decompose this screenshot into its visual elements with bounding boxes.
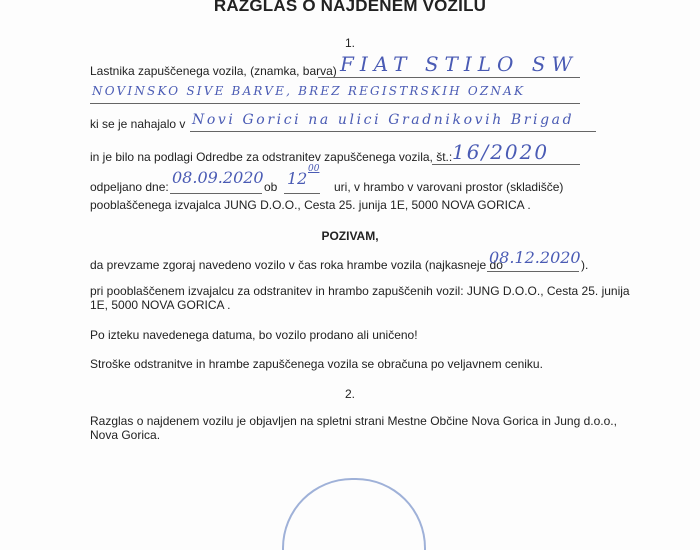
take-close: ). — [581, 258, 589, 272]
ob-text: ob — [264, 180, 278, 194]
take-date-handwriting: 08.12.2020 — [489, 248, 581, 267]
removed-label: odpeljano dne: — [90, 180, 169, 194]
document-title: RAZGLAS O NAJDENEM VOZILU — [213, 0, 487, 15]
pickup-line-1: pri pooblaščenem izvajalcu za odstranitev in hrambo zapuščenih vozil: JUNG D.O.O., Cesta 25. junija — [90, 284, 630, 298]
official-stamp — [282, 478, 426, 550]
removed-date-handwriting: 08.09.2020 — [172, 168, 264, 187]
decree-label: in je bilo na podlagi Odredbe za odstranitev zapuščenega vozila, št.: — [90, 150, 453, 164]
time-underline — [284, 193, 320, 194]
pozivam-heading: POZIVAM, — [321, 229, 379, 243]
owner-underline — [318, 77, 580, 78]
uri-text: uri, v hrambo v varovani prostor (skladišče) — [334, 180, 564, 194]
section-number-2: 2. — [344, 387, 355, 401]
removed-date-underline — [170, 193, 262, 194]
location-underline — [190, 131, 596, 132]
pickup-line-2: 1E, 5000 NOVA GORICA . — [90, 298, 231, 312]
section-number-1: 1. — [344, 36, 355, 50]
after-deadline-text: Po izteku navedenega datuma, bo vozilo prodano ali uničeno! — [90, 328, 418, 342]
take-date-underline — [487, 271, 579, 272]
owner-underline-2 — [90, 103, 580, 104]
take-over-label: da prevzame zgoraj navedeno vozilo v čas roka hrambe vozila (najkasneje do — [90, 258, 503, 272]
publish-line-2: Nova Gorica. — [90, 428, 161, 442]
time-handwriting: 12 — [287, 169, 308, 188]
time-superscript: 00 — [308, 164, 320, 174]
decree-underline — [432, 164, 580, 165]
location-label: ki se je nahajalo v — [90, 117, 186, 131]
publish-line-1: Razglas o najdenem vozilu je objavljen na spletni strani Mestne Občine Nova Gorica in Jung d.o.o., — [90, 414, 617, 428]
owner-handwriting-1: FIAT STILO SW — [340, 52, 579, 76]
authorized-contractor-line: pooblaščenega izvajalca JUNG D.O.O., Cesta 25. junija 1E, 5000 NOVA GORICA . — [90, 198, 531, 212]
decree-handwriting: 16/2020 — [452, 140, 550, 164]
location-handwriting: Novi Gorici na ulici Gradnikovih Brigad — [192, 112, 575, 128]
costs-text: Stroške odstranitve in hrambe zapuščenega vozila se obračuna po veljavnem ceniku. — [90, 357, 543, 371]
owner-label: Lastnika zapuščenega vozila, (znamka, barva) — [90, 64, 337, 78]
owner-handwriting-2: NOVINSKO SIVE BARVE, BREZ REGISTRSKIH OZNAK — [92, 84, 526, 98]
